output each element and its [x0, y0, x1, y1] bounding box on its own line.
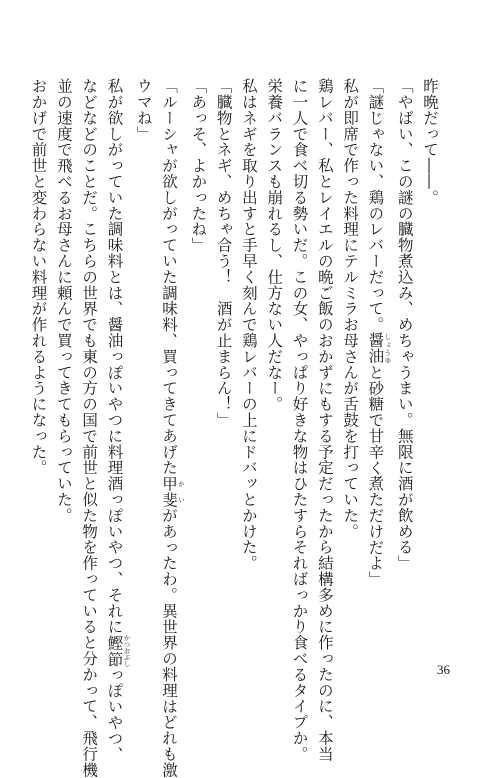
text-line: 私はネギを取り出すと手早く刻んで鶏レバーの上にドバッとかけた。 [239, 78, 258, 571]
text-line: などなどのことだ。こちらの世界でも東の方の国で前世と似た物を作っていると分かって、飛行機 [80, 78, 99, 778]
text-line: 並の速度で飛べるお母さんに頼んで買ってきてもらっていた。 [54, 78, 73, 524]
text-line: 栄養バランスも崩れるし、仕方ない人だなー。 [265, 78, 284, 412]
text-line: 鶏レバー、私とレイエルの晩ご飯のおかずにもする予定だったから結構多めに作ったのに、本当 [315, 78, 334, 762]
ruby-katsuobushi: 鰹節 かつおぶし [105, 634, 131, 667]
text-line: ウマね」 [134, 78, 153, 142]
text-line-with-ruby: 「謎じゃない、鶏のレバーだって。醤油 しょうゆと砂糖で甘辛く煮ただけだよ」 [366, 78, 392, 587]
text-line-with-ruby: 私が欲しがっていた調味料とは、醤油っぽいやつに料理酒っぽいやつ、それに鰹節 かつおぶしっぽいやつ、 [105, 78, 131, 763]
ruby-shoyu: 醤油 しょうゆ [366, 332, 392, 365]
text-line: おかげで前世と変わらない料理が作れるようになった。 [29, 78, 48, 476]
page-number: 36 [437, 662, 450, 677]
vertical-text-block [29, 78, 442, 778]
text-line: 「あっそ、よかったね」 [189, 78, 208, 253]
text-line: 昨晩だって――。 [421, 78, 439, 206]
text-line-with-ruby: 「ルーシャが欲しがっていた調味料、買ってきてあげた甲斐 かいがあったわ。異世界の料理はどれも激 [160, 78, 186, 778]
ruby-kai: 甲斐 かい [160, 475, 186, 508]
text-line: 私が即席で作った料理にテルミラお母さんが舌鼓を打っていた。 [341, 78, 360, 540]
text-line: 「臓物とネギ、めちゃ合う！ 酒が止まらん！」 [214, 78, 233, 428]
text-line: 「やばい、この謎の臓物煮込み、めちゃうまい。無限に酒が飲める」 [395, 78, 414, 571]
text-line: に一人で食べ切る勢いだ。この女、やっぱり好きな物はひたすらそればっかり食べるタイプか。 [290, 78, 309, 762]
